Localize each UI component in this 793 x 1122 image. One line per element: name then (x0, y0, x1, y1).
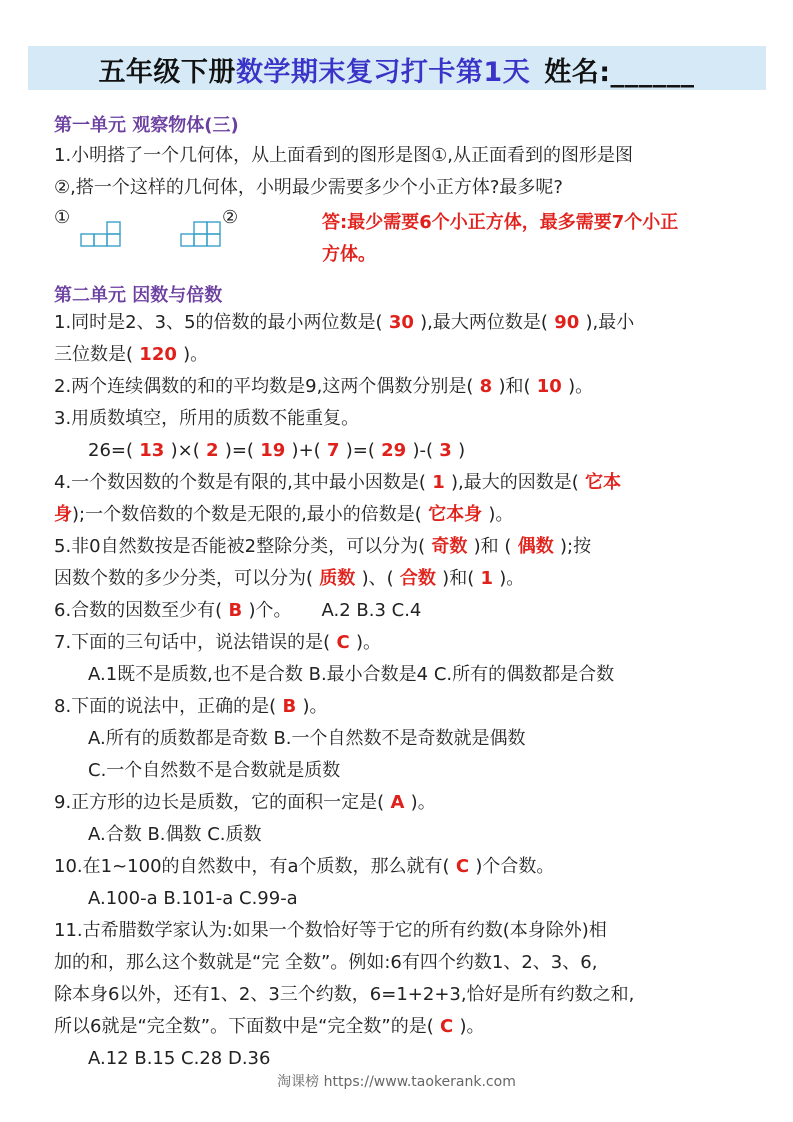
u2-q10-options: A.100-a B.101-a C.99-a (88, 888, 298, 909)
u2-q11-line1: 11.古希腊数学家认为:如果一个数恰好等于它的所有约数(本身除外)相 (54, 920, 607, 941)
u2-q1-line1: 1.同时是2、3、5的倍数的最小两位数是( 30 ),最大两位数是( 90 ),最小 (54, 312, 635, 333)
u2-q7: 7.下面的三句话中，说法错误的是( C )。 (54, 632, 381, 653)
u2-q11-line3: 除本身6以外，还有1、2、3三个约数，6=1+2+3,恰好是所有约数之和, (54, 984, 635, 1005)
top-view-figure (80, 220, 124, 248)
unit1-heading: 第一单元 观察物体(三) (54, 115, 239, 136)
unit1-q1-line2: ②,搭一个这样的几何体，小明最少需要多少个小正方体?最多呢? (54, 177, 563, 198)
u2-q7-options: A.1既不是质数,也不是合数 B.最小合数是4 C.所有的偶数都是合数 (88, 664, 615, 685)
front-view-figure (180, 220, 224, 248)
unit1-answer-line1: 答:最少需要6个小正方体，最多需要7个小正 (322, 212, 679, 233)
unit1-q1-line1: 1.小明搭了一个几何体，从上面看到的图形是图①,从正面看到的图形是图 (54, 145, 634, 166)
unit1-answer-line2: 方体。 (322, 244, 376, 265)
page-title: 五年级下册数学期末复习打卡第1天 姓名:______ (98, 57, 695, 88)
u2-q10: 10.在1~100的自然数中，有a个质数，那么就有( C )个合数。 (54, 856, 555, 877)
figure1-label: ① (54, 207, 71, 228)
u2-q4-line1: 4.一个数因数的个数是有限的,其中最小因数是( 1 ),最大的因数是( 它本 (54, 472, 622, 493)
u2-q5-line1: 5.非0自然数按是否能被2整除分类，可以分为( 奇数 )和 ( 偶数 );按 (54, 536, 592, 557)
u2-q9: 9.正方形的边长是质数，它的面积一定是( A )。 (54, 792, 436, 813)
u2-q3-equation: 26=( 13 )×( 2 )=( 19 )+( 7 )=( 29 )-( 3 ) (88, 440, 466, 461)
u2-q11-options: A.12 B.15 C.28 D.36 (88, 1048, 271, 1069)
unit2-heading: 第二单元 因数与倍数 (54, 285, 223, 306)
u2-q11-line2: 加的和，那么这个数就是“完 全数”。例如:6有四个约数1、2、3、6, (54, 952, 598, 973)
u2-q2: 2.两个连续偶数的和的平均数是9,这两个偶数分别是( 8 )和( 10 )。 (54, 376, 594, 397)
u2-q1-line2: 三位数是( 120 )。 (54, 344, 209, 365)
u2-q11-line4: 所以6就是“完全数”。下面数中是“完全数”的是( C )。 (54, 1016, 485, 1037)
u2-q8-options-2: C.一个自然数不是合数就是质数 (88, 760, 341, 781)
u2-q6: 6.合数的因数至少有( B )个。 A.2 B.3 C.4 (54, 600, 422, 621)
footer-watermark: 淘课榜 https://www.taokerank.com (277, 1074, 516, 1090)
u2-q4-line2: 身);一个数倍数的个数是无限的,最小的倍数是( 它本身 )。 (54, 504, 514, 525)
u2-q3-text: 3.用质数填空，所用的质数不能重复。 (54, 408, 360, 429)
u2-q5-line2: 因数个数的多少分类，可以分为( 质数 )、( 合数 )和( 1 )。 (54, 568, 525, 589)
u2-q8-options-1: A.所有的质数都是奇数 B.一个自然数不是奇数就是偶数 (88, 728, 526, 749)
figure2-label: ② (222, 207, 239, 228)
u2-q8: 8.下面的说法中，正确的是( B )。 (54, 696, 328, 717)
u2-q9-options: A.合数 B.偶数 C.质数 (88, 824, 262, 845)
